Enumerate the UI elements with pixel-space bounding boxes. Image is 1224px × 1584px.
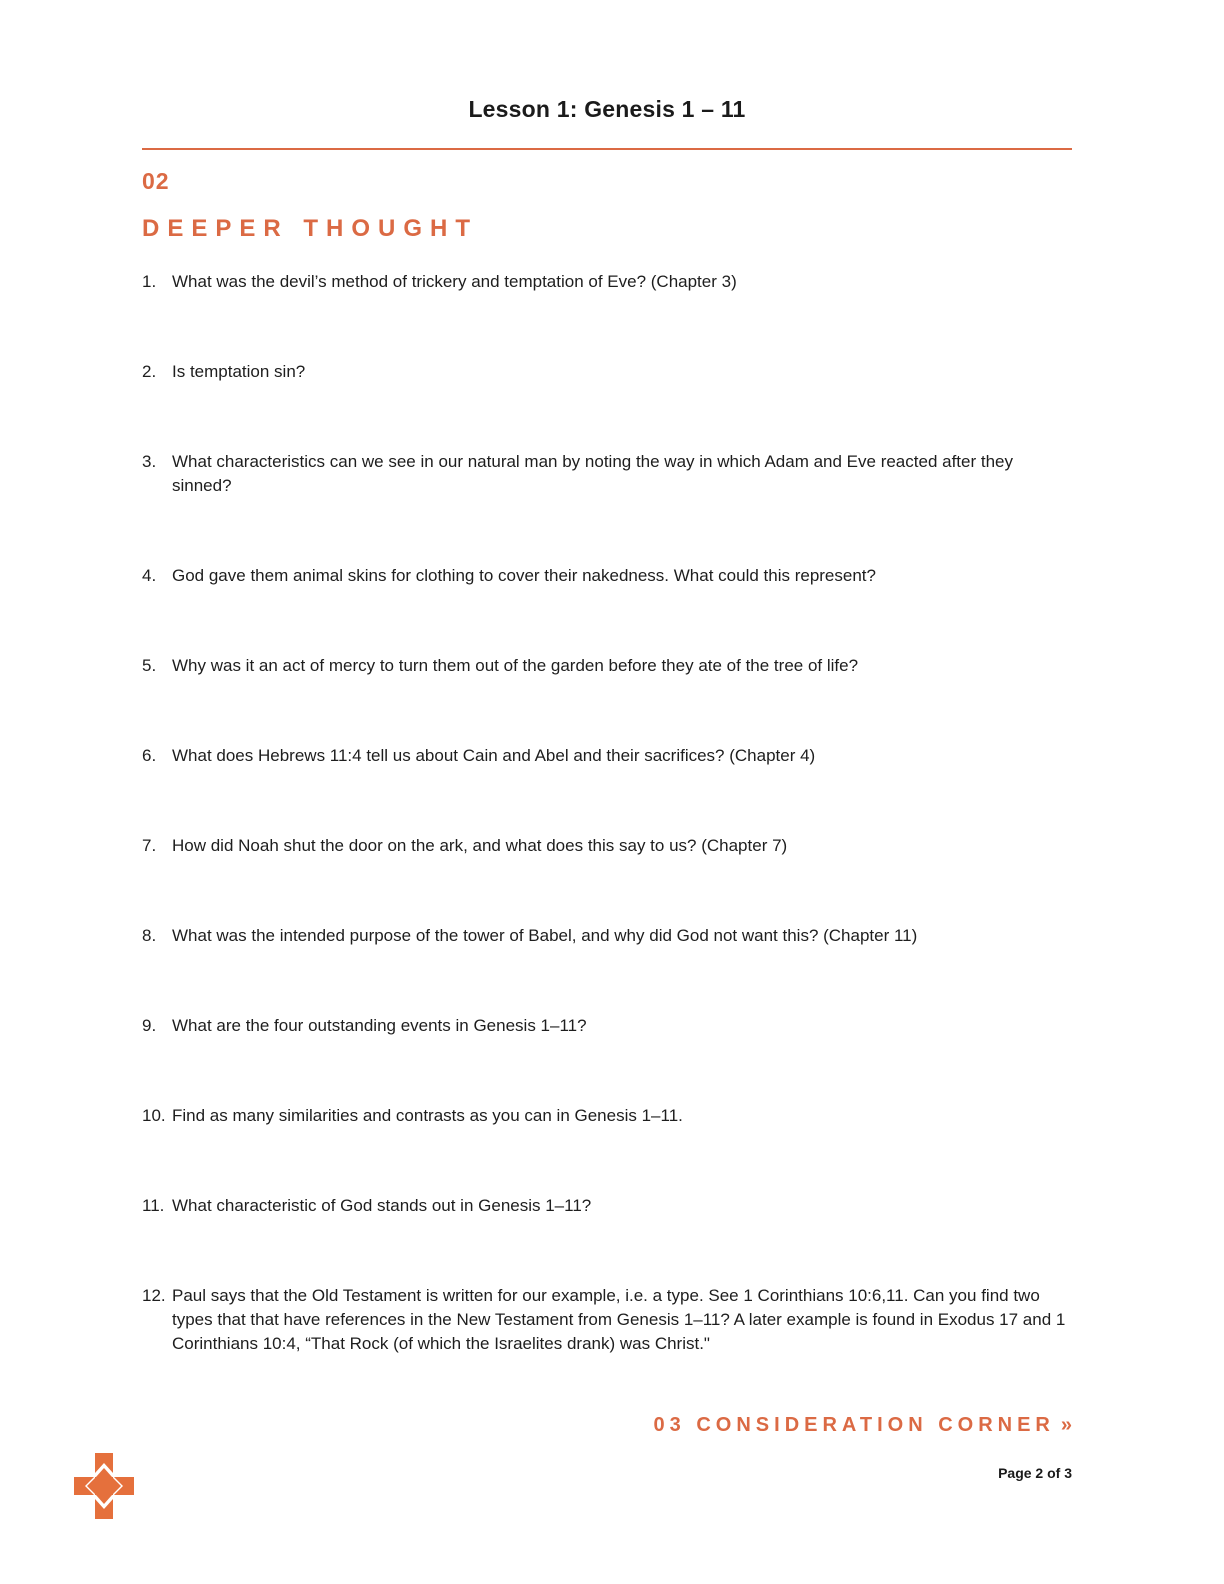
question-number: 12. (142, 1286, 166, 1305)
question-item-12 (142, 1284, 1072, 1356)
page-title: Lesson 1: Genesis 1 – 11 (468, 96, 746, 122)
section-number: 02 (142, 168, 170, 194)
question-item-9 (142, 1014, 1072, 1038)
page-number: Page 2 of 3 (998, 1465, 1072, 1481)
question-item-10 (142, 1104, 1072, 1128)
cross-compass-logo-icon (74, 1453, 134, 1519)
question-item-3 (142, 450, 1072, 498)
question-number: 2. (142, 362, 157, 381)
question-text: What characteristics can we see in our natural man by noting the way in which Adam and Eve reacted after they sinned? (172, 452, 1013, 495)
section-divider (142, 148, 1072, 150)
question-list (142, 270, 1072, 1356)
next-section-link[interactable] (654, 1412, 1072, 1438)
question-number: 11. (142, 1196, 165, 1215)
question-text: What was the devil’s method of trickery and temptation of Eve? (Chapter 3) (172, 272, 737, 291)
question-number: 8. (142, 926, 157, 945)
question-text: What was the intended purpose of the tower of Babel, and why did God not want this? (Chapter 11) (172, 926, 918, 945)
question-number: 7. (142, 836, 157, 855)
question-text: What does Hebrews 11:4 tell us about Cain and Abel and their sacrifices? (Chapter 4) (172, 746, 816, 765)
question-text: God gave them animal skins for clothing to cover their nakedness. What could this represent? (172, 566, 876, 585)
question-text: How did Noah shut the door on the ark, and what does this say to us? (Chapter 7) (172, 836, 788, 855)
question-number: 1. (142, 272, 157, 291)
question-item-5 (142, 654, 1072, 678)
question-number: 3. (142, 452, 157, 471)
question-text: Find as many similarities and contrasts as you can in Genesis 1–11. (172, 1106, 683, 1125)
question-item-4 (142, 564, 1072, 588)
question-item-7 (142, 834, 1072, 858)
question-text: Is temptation sin? (172, 362, 306, 381)
question-text: Why was it an act of mercy to turn them out of the garden before they ate of the tree of life? (172, 656, 859, 675)
question-text: What characteristic of God stands out in Genesis 1–11? (172, 1196, 592, 1215)
question-item-6 (142, 744, 1072, 768)
chevron-right-double-icon: » (1060, 1414, 1072, 1436)
question-item-11 (142, 1194, 1072, 1218)
question-number: 5. (142, 656, 157, 675)
question-item-2 (142, 360, 1072, 384)
question-number: 6. (142, 746, 157, 765)
question-text: What are the four outstanding events in Genesis 1–11? (172, 1016, 587, 1035)
question-text: Paul says that the Old Testament is written for our example, i.e. a type. See 1 Corinthians 10:6,11. Can you find two types that that have references in the New Testament from Genesis 1–11? A later example is found in Exodus 17 and 1 Corinthians 10:4, “That Rock (of which the Israelites drank) was Christ." (172, 1286, 1066, 1353)
question-number: 4. (142, 566, 157, 585)
question-item-1 (142, 270, 1072, 294)
section-heading: DEEPER THOUGHT (142, 215, 479, 242)
next-section-label: 03 CONSIDERATION CORNER (653, 1414, 1055, 1436)
question-number: 9. (142, 1016, 157, 1035)
question-number: 10. (142, 1106, 166, 1125)
question-item-8 (142, 924, 1072, 948)
